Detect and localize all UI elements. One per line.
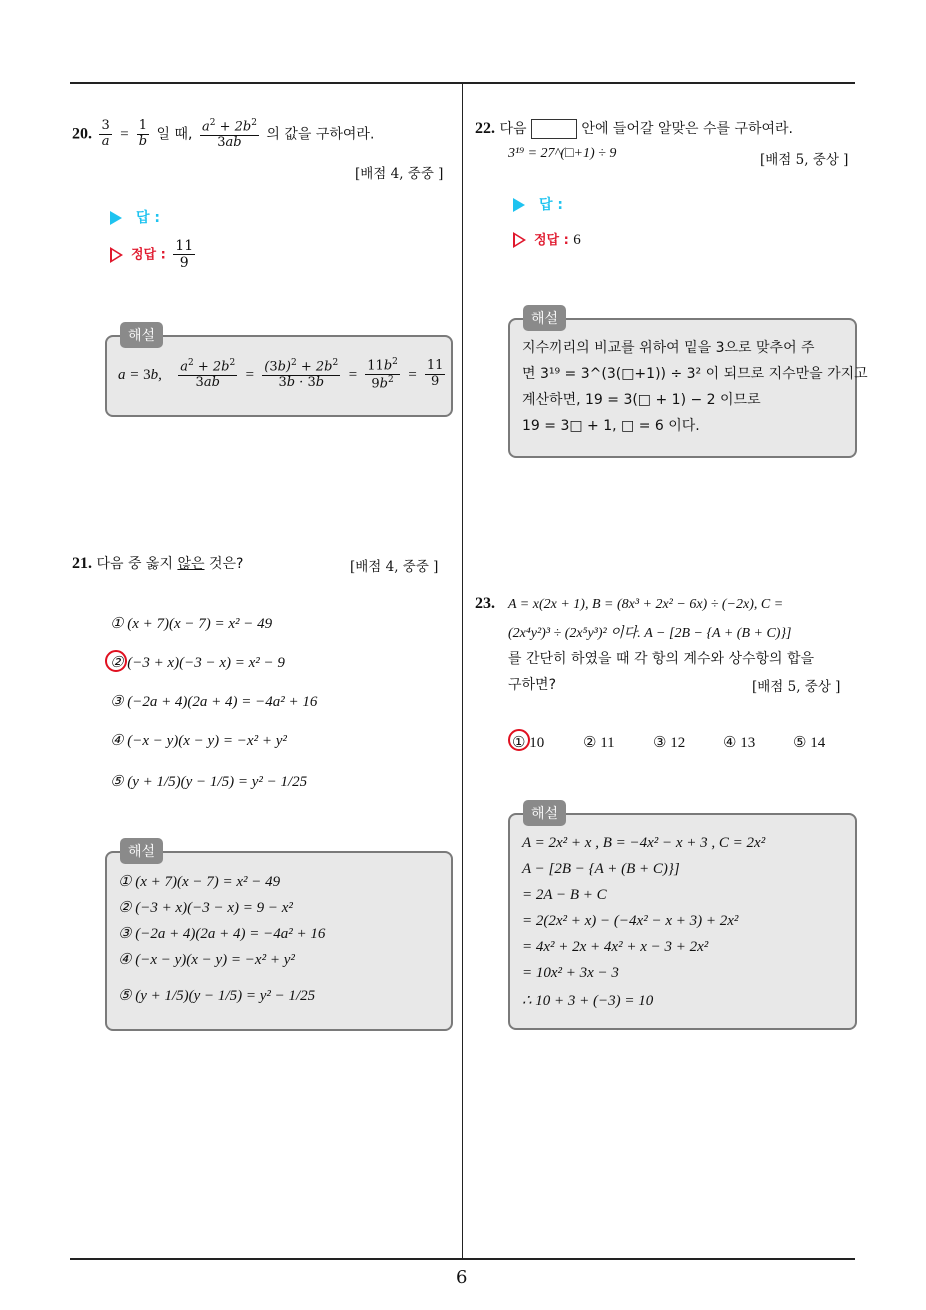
outline-triangle-icon (513, 232, 526, 248)
q20-correct-row: 정답 : $\frac{11}{9}$ (110, 238, 198, 271)
q22-solution-line-4: 19 = 3□ + 1, □ = 6 이다. (522, 418, 700, 434)
q21-solution-line-3: ③ (−2a + 4)(2a + 4) = −4a² + 16 (118, 926, 326, 942)
q21-option-5[interactable]: ⑤ (y + 1/5)(y − 1/5) = y² − 1/25 (110, 774, 308, 790)
q23-option-1[interactable]: ① 10 (512, 735, 545, 751)
answer-circle-mark (105, 650, 127, 672)
q22-answer-row[interactable]: 답 : (513, 194, 563, 214)
q20-frac-1b: $\frac{1}{b}$ (138, 118, 148, 150)
q20-frac-expr: $\frac{a^2 + 2b^2}{3ab}$ (201, 118, 257, 151)
q22-solution-line-1: 지수끼리의 비교를 위하여 밑을 3으로 맞추어 주 (522, 340, 815, 356)
column-divider (462, 84, 463, 1259)
q21-option-2[interactable]: ② (−3 + x)(−3 − x) = x² − 9 (110, 655, 285, 671)
q23-solution-line-6: = 10x² + 3x − 3 (522, 965, 619, 981)
answer-circle-mark (508, 729, 530, 751)
q23-line-3: 를 간단히 하였을 때 각 항의 계수와 상수항의 합을 (508, 651, 815, 667)
q22-correct-row: 정답 : 6 (513, 229, 581, 249)
q22-solution-tag: 해설 (523, 305, 566, 331)
q21-option-4[interactable]: ④ (−x − y)(x − y) = −x² + y² (110, 733, 287, 749)
q23-score: [배점 5, 중상 ] (752, 679, 841, 695)
q21-solution-line-4: ④ (−x − y)(x − y) = −x² + y² (118, 952, 295, 968)
q21-solution-line-1: ① (x + 7)(x − 7) = x² − 49 (118, 874, 281, 890)
play-icon (513, 198, 525, 212)
q22-question: 22. 다음 안에 들어갈 알맞은 수를 구하여라. (475, 120, 794, 137)
outline-triangle-icon (110, 247, 123, 263)
q22-equation: 3¹⁹ = 27^(□+1) ÷ 9 (508, 146, 617, 161)
q20-solution-tag: 해설 (120, 322, 163, 348)
q23-solution-line-2: A − [2B − {A + (B + C)}] (522, 861, 680, 877)
q20-correct-fraction: $\frac{11}{9}$ (175, 238, 194, 272)
q20-solution-math: a = 3b, $\frac{a^2 + 2b^2}{3ab}$ = $\frac{(3b)^2 + 2b^2}{3b \cdot 3b}$ = $\frac{11b^2}{9b^2}$ = $\frac{11}{9}$ (118, 357, 444, 392)
answer-blank-box (531, 119, 577, 139)
q21-option-3[interactable]: ③ (−2a + 4)(2a + 4) = −4a² + 16 (110, 694, 318, 710)
q22-score: [배점 5, 중상 ] (760, 152, 849, 168)
q22-solution-line-3: 계산하면, 19 = 3(□ + 1) − 2 이므로 (522, 392, 761, 408)
q23-solution-tag: 해설 (523, 800, 566, 826)
q23-solution-line-5: = 4x² + 2x + 4x² + x − 3 + 2x² (522, 939, 709, 955)
page-number: 6 (456, 1267, 468, 1288)
q23-option-4[interactable]: ④ 13 (723, 735, 756, 751)
q23-solution-line-7: ∴ 10 + 3 + (−3) = 10 (522, 993, 654, 1009)
q23-number: 23. (475, 595, 495, 612)
q20-score: [배점 4, 중중 ] (355, 166, 444, 182)
q20-answer-row[interactable]: 답 : (110, 207, 160, 227)
q20-question: 20. $\frac{3}{a}$ = $\frac{1}{b}$ 일 때, $\frac{a^2 + 2b^2}{3ab}$ 의 값을 구하여라. (72, 118, 375, 151)
q23-solution-line-4: = 2(2x² + x) − (−4x² − x + 3) + 2x² (522, 913, 739, 929)
q23-line-1: A = x(2x + 1), B = (8x³ + 2x² − 6x) ÷ (−2x), C = (508, 597, 784, 612)
q21-solution-line-5: ⑤ (y + 1/5)(y − 1/5) = y² − 1/25 (118, 988, 316, 1004)
q23-option-5[interactable]: ⑤ 14 (793, 735, 826, 751)
q21-question: 21. 다음 중 옳지 않은 것은? (72, 555, 244, 572)
play-icon (110, 211, 122, 225)
q23-solution-line-1: A = 2x² + x , B = −4x² − x + 3 , C = 2x² (522, 835, 766, 851)
bottom-rule (70, 1258, 855, 1260)
q23-line-2: (2x⁴y²)³ ÷ (2x⁵y³)² 이다. A − [2B − {A + (B + C)}] (508, 626, 792, 641)
q23-line-4: 구하면? (508, 677, 557, 693)
q22-solution-line-2: 면 3¹⁹ = 3^(3(□+1)) ÷ 3² 이 되므로 지수만을 가지고 (522, 366, 868, 382)
q23-solution-line-3: = 2A − B + C (522, 887, 607, 903)
q20-number: 20. (72, 125, 92, 143)
q21-option-1[interactable]: ① (x + 7)(x − 7) = x² − 49 (110, 616, 273, 632)
q23-option-3[interactable]: ③ 12 (653, 735, 686, 751)
q20-frac-3a: $\frac{3}{a}$ (101, 118, 110, 150)
q23-option-2[interactable]: ② 11 (583, 735, 615, 751)
q21-solution-line-2: ② (−3 + x)(−3 − x) = 9 − x² (118, 900, 293, 916)
q21-score: [배점 4, 중중 ] (350, 559, 439, 575)
q21-solution-tag: 해설 (120, 838, 163, 864)
